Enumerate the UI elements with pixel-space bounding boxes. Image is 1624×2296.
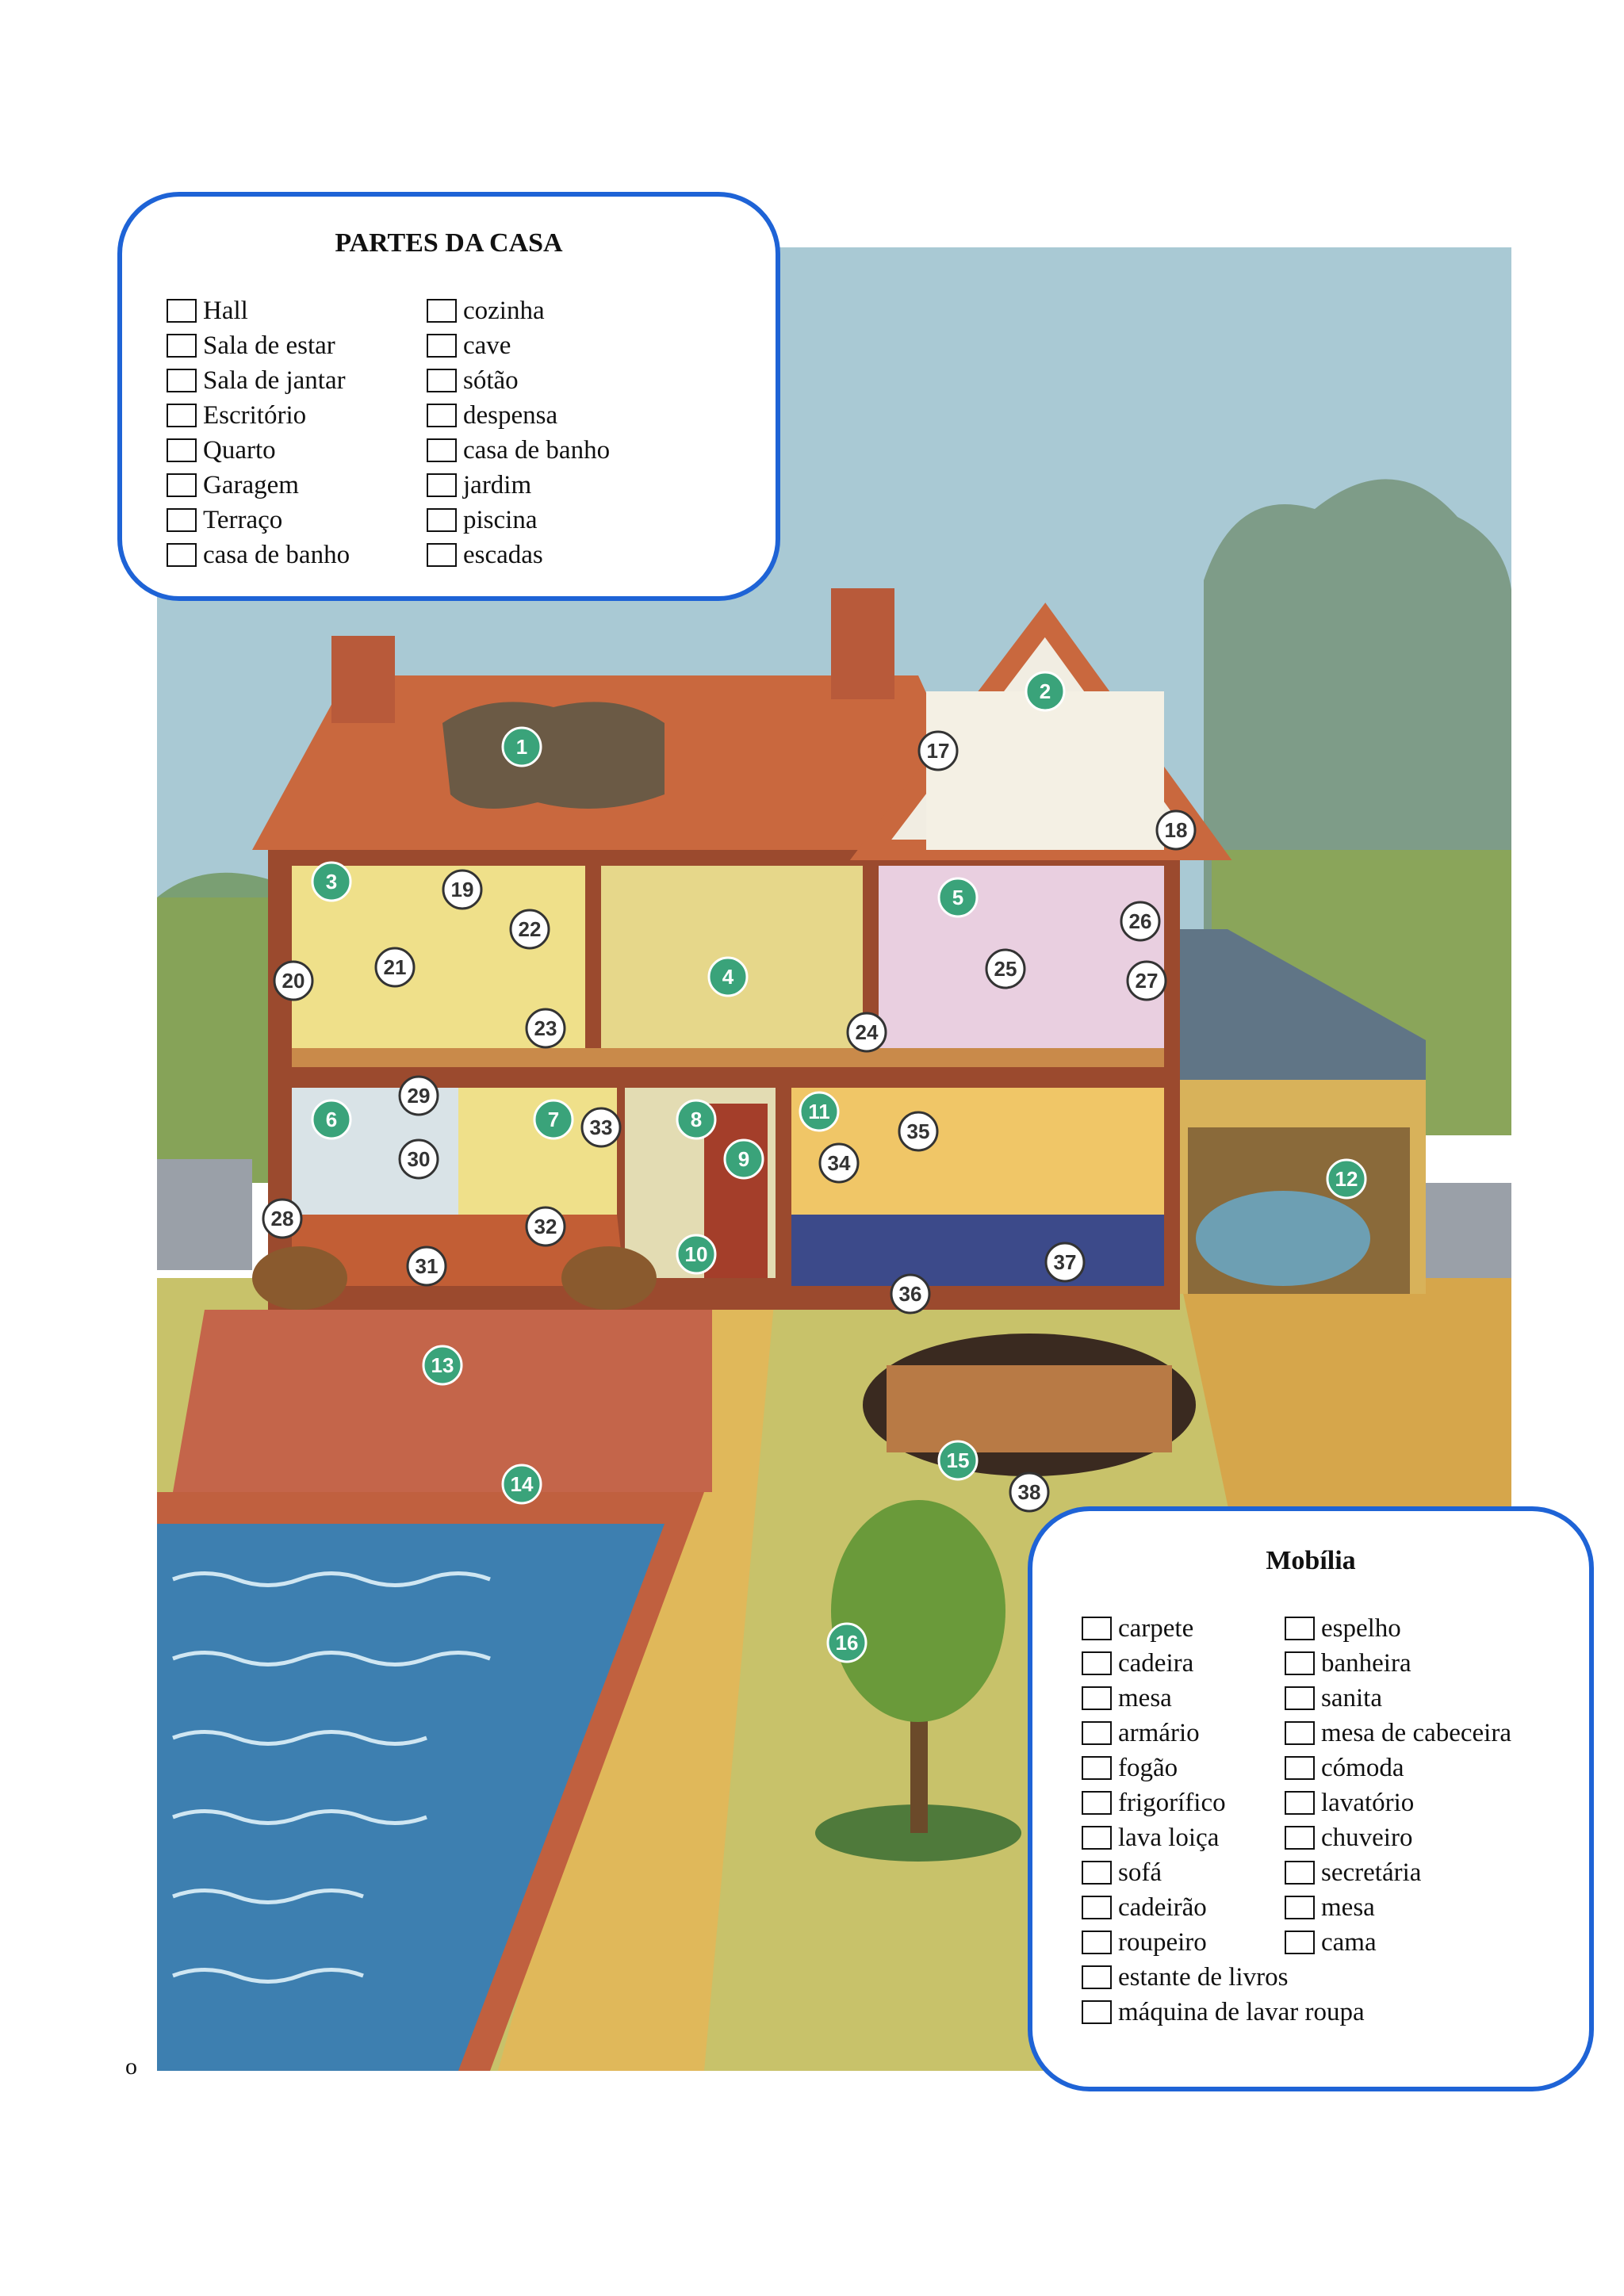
furniture-item xyxy=(1285,1716,1511,1751)
parts-label: casa de banho xyxy=(463,435,611,465)
furniture-item xyxy=(1285,1820,1511,1855)
terrace xyxy=(173,1310,712,1492)
svg-text:1: 1 xyxy=(515,735,528,759)
svg-text:22: 22 xyxy=(518,917,542,941)
svg-text:9: 9 xyxy=(737,1147,750,1171)
parts-item xyxy=(167,503,350,538)
green-label-3 xyxy=(312,863,350,901)
furniture-checkbox[interactable] xyxy=(1082,1686,1112,1710)
number-label-36 xyxy=(891,1275,929,1313)
svg-text:5: 5 xyxy=(952,886,964,909)
furniture-item xyxy=(1082,1995,1365,2030)
cellar-room xyxy=(887,1365,1172,1452)
furniture-label: mesa xyxy=(1118,1683,1172,1712)
furniture-label: lavatório xyxy=(1321,1788,1415,1817)
furniture-box xyxy=(1028,1506,1594,2091)
furniture-item xyxy=(1285,1855,1511,1890)
furniture-checkbox[interactable] xyxy=(1285,1791,1315,1815)
fence-left xyxy=(157,1159,252,1270)
green-label-8 xyxy=(677,1100,715,1138)
parts-checkbox[interactable] xyxy=(167,543,197,567)
parts-checkbox[interactable] xyxy=(427,404,457,427)
planter-right xyxy=(561,1246,657,1310)
parts-item xyxy=(427,538,610,572)
furniture-label: sanita xyxy=(1321,1683,1382,1712)
furniture-item xyxy=(1285,1890,1511,1925)
parts-of-house-box xyxy=(117,192,780,601)
number-label-18 xyxy=(1157,811,1195,849)
svg-text:29: 29 xyxy=(407,1084,431,1108)
parts-item xyxy=(427,398,610,433)
parts-label: Garagem xyxy=(203,470,299,499)
parts-item xyxy=(167,538,350,572)
furniture-checkbox[interactable] xyxy=(1082,2000,1112,2024)
svg-text:11: 11 xyxy=(808,1100,830,1123)
parts-label: Escritório xyxy=(203,400,307,430)
living-floor xyxy=(791,1215,1164,1286)
furniture-checkbox[interactable] xyxy=(1082,1931,1112,1954)
attic-room xyxy=(926,691,1164,850)
green-label-11 xyxy=(800,1093,838,1131)
parts-item xyxy=(167,363,350,398)
parts-label: Sala de estar xyxy=(203,331,335,360)
parts-checkbox[interactable] xyxy=(427,508,457,532)
number-label-23 xyxy=(527,1009,565,1047)
svg-text:8: 8 xyxy=(690,1108,703,1131)
number-label-24 xyxy=(848,1013,886,1051)
furniture-label: secretária xyxy=(1321,1858,1422,1887)
furniture-label: cama xyxy=(1321,1927,1377,1957)
parts-label: cozinha xyxy=(463,296,545,325)
svg-text:16: 16 xyxy=(835,1631,859,1655)
parts-label: cave xyxy=(463,331,511,360)
green-label-12 xyxy=(1327,1160,1365,1198)
furniture-checkbox[interactable] xyxy=(1285,1651,1315,1675)
svg-text:20: 20 xyxy=(282,969,305,993)
green-label-6 xyxy=(312,1100,350,1138)
svg-text:2: 2 xyxy=(1039,679,1051,703)
car xyxy=(1196,1191,1370,1286)
furniture-checkbox[interactable] xyxy=(1285,1861,1315,1885)
parts-item xyxy=(167,328,350,363)
furniture-checkbox[interactable] xyxy=(1285,1896,1315,1919)
green-label-9 xyxy=(725,1140,763,1178)
chimney-right xyxy=(831,588,894,699)
svg-text:35: 35 xyxy=(906,1119,930,1143)
parts-item xyxy=(427,293,610,328)
svg-text:32: 32 xyxy=(534,1215,557,1238)
parts-checkbox[interactable] xyxy=(427,334,457,358)
parts-checkbox[interactable] xyxy=(427,473,457,497)
parts-right-column xyxy=(427,293,610,572)
svg-text:13: 13 xyxy=(431,1353,454,1377)
svg-text:14: 14 xyxy=(510,1472,534,1496)
green-label-10 xyxy=(677,1235,715,1273)
parts-checkbox[interactable] xyxy=(167,438,197,462)
furniture-checkbox[interactable] xyxy=(1082,1826,1112,1850)
number-label-29 xyxy=(400,1077,438,1115)
roof-opening xyxy=(442,702,665,809)
green-label-4 xyxy=(709,958,747,996)
furniture-checkbox[interactable] xyxy=(1082,1896,1112,1919)
upper-floorboards xyxy=(292,1048,1164,1067)
furniture-label: estante de livros xyxy=(1118,1962,1289,1992)
number-label-17 xyxy=(919,732,957,770)
furniture-checkbox[interactable] xyxy=(1285,1756,1315,1780)
green-label-15 xyxy=(939,1441,977,1479)
parts-label: casa de banho xyxy=(203,540,350,569)
furniture-checkbox[interactable] xyxy=(1082,1965,1112,1989)
parts-checkbox[interactable] xyxy=(427,438,457,462)
furniture-item xyxy=(1082,1960,1365,1995)
svg-text:33: 33 xyxy=(589,1115,613,1139)
parts-left-column xyxy=(167,293,350,572)
number-label-19 xyxy=(443,871,481,909)
number-label-27 xyxy=(1128,962,1166,1000)
svg-text:31: 31 xyxy=(415,1254,439,1278)
parts-label: Terraço xyxy=(203,505,283,534)
parts-item xyxy=(427,503,610,538)
number-label-33 xyxy=(582,1108,620,1146)
furniture-checkbox[interactable] xyxy=(1082,1617,1112,1640)
svg-text:30: 30 xyxy=(407,1147,431,1171)
furniture-checkbox[interactable] xyxy=(1285,1931,1315,1954)
number-label-28 xyxy=(263,1200,301,1238)
parts-checkbox[interactable] xyxy=(167,508,197,532)
parts-checkbox[interactable] xyxy=(167,473,197,497)
svg-text:19: 19 xyxy=(450,878,474,901)
parts-box-title: PARTES DA CASA xyxy=(335,228,563,258)
number-label-25 xyxy=(986,950,1025,988)
svg-text:23: 23 xyxy=(534,1016,557,1040)
svg-text:34: 34 xyxy=(827,1151,851,1175)
furniture-box-title: Mobília xyxy=(1266,1546,1356,1575)
furniture-label: roupeiro xyxy=(1118,1927,1207,1957)
svg-text:38: 38 xyxy=(1017,1480,1041,1504)
furniture-item xyxy=(1285,1751,1511,1785)
number-label-20 xyxy=(274,962,312,1000)
green-label-2 xyxy=(1026,672,1064,710)
planter-left xyxy=(252,1246,347,1310)
furniture-label: fogão xyxy=(1118,1753,1178,1782)
number-label-30 xyxy=(400,1140,438,1178)
svg-text:21: 21 xyxy=(383,955,407,979)
furniture-checkbox[interactable] xyxy=(1082,1756,1112,1780)
furniture-label: sofá xyxy=(1118,1858,1162,1887)
furniture-item xyxy=(1285,1646,1511,1681)
svg-text:4: 4 xyxy=(722,965,734,989)
svg-text:36: 36 xyxy=(898,1282,922,1306)
parts-item xyxy=(167,398,350,433)
parts-item xyxy=(167,293,350,328)
parts-checkbox[interactable] xyxy=(427,369,457,392)
number-label-35 xyxy=(899,1112,937,1150)
parts-item xyxy=(427,363,610,398)
furniture-label: carpete xyxy=(1118,1613,1194,1643)
parts-item xyxy=(167,468,350,503)
parts-label: despensa xyxy=(463,400,558,430)
parts-checkbox[interactable] xyxy=(427,299,457,323)
furniture-checkbox[interactable] xyxy=(1082,1791,1112,1815)
svg-text:3: 3 xyxy=(325,870,338,894)
green-label-13 xyxy=(423,1346,462,1384)
parts-label: jardim xyxy=(463,470,532,499)
svg-text:15: 15 xyxy=(946,1448,970,1472)
parts-label: piscina xyxy=(463,505,538,534)
chimney-left xyxy=(331,636,395,723)
furniture-label: máquina de lavar roupa xyxy=(1118,1997,1365,2026)
parts-label: sótão xyxy=(463,365,519,395)
parts-label: Hall xyxy=(203,296,248,325)
furniture-item xyxy=(1285,1611,1511,1646)
parts-checkbox[interactable] xyxy=(167,404,197,427)
furniture-label: cadeira xyxy=(1118,1648,1194,1678)
green-label-1 xyxy=(503,728,541,766)
furniture-label: espelho xyxy=(1321,1613,1401,1643)
furniture-label: banheira xyxy=(1321,1648,1411,1678)
number-label-31 xyxy=(408,1247,446,1285)
furniture-label: cómoda xyxy=(1321,1753,1404,1782)
svg-text:27: 27 xyxy=(1135,969,1159,993)
svg-text:12: 12 xyxy=(1335,1167,1358,1191)
furniture-item xyxy=(1285,1925,1511,1960)
furniture-label: armário xyxy=(1118,1718,1200,1747)
svg-text:18: 18 xyxy=(1164,818,1188,842)
svg-text:7: 7 xyxy=(547,1108,560,1131)
parts-checkbox[interactable] xyxy=(167,369,197,392)
furniture-label: chuveiro xyxy=(1321,1823,1413,1852)
furniture-checkbox[interactable] xyxy=(1082,1651,1112,1675)
green-label-7 xyxy=(534,1100,573,1138)
number-label-22 xyxy=(511,910,549,948)
number-label-38 xyxy=(1010,1473,1048,1511)
number-label-21 xyxy=(376,948,414,986)
furniture-checkbox[interactable] xyxy=(1082,1861,1112,1885)
svg-text:26: 26 xyxy=(1128,909,1152,933)
furniture-checkbox[interactable] xyxy=(1082,1721,1112,1745)
parts-label: Quarto xyxy=(203,435,276,465)
svg-text:6: 6 xyxy=(325,1108,338,1131)
parts-checkbox[interactable] xyxy=(427,543,457,567)
parts-checkbox[interactable] xyxy=(167,334,197,358)
furniture-checkbox[interactable] xyxy=(1285,1826,1315,1850)
furniture-item xyxy=(1285,1681,1511,1716)
tree-crown xyxy=(831,1500,1005,1722)
furniture-label: mesa xyxy=(1321,1892,1375,1922)
parts-item xyxy=(427,433,610,468)
number-label-34 xyxy=(820,1144,858,1182)
svg-text:10: 10 xyxy=(684,1242,708,1266)
parts-label: Sala de jantar xyxy=(203,365,346,395)
svg-text:25: 25 xyxy=(994,957,1017,981)
green-label-16 xyxy=(828,1624,866,1662)
svg-text:37: 37 xyxy=(1053,1250,1077,1274)
svg-text:28: 28 xyxy=(270,1207,294,1230)
parts-item xyxy=(427,468,610,503)
parts-item xyxy=(167,433,350,468)
number-label-37 xyxy=(1046,1243,1084,1281)
number-label-32 xyxy=(527,1207,565,1246)
furniture-label: frigorífico xyxy=(1118,1788,1226,1817)
furniture-right-column xyxy=(1285,1611,1511,1960)
svg-text:24: 24 xyxy=(855,1020,879,1044)
furniture-checkbox[interactable] xyxy=(1285,1617,1315,1640)
furniture-item xyxy=(1285,1785,1511,1820)
svg-text:17: 17 xyxy=(926,739,950,763)
number-label-26 xyxy=(1121,902,1159,940)
furniture-label: mesa de cabeceira xyxy=(1321,1718,1511,1747)
furniture-checkbox[interactable] xyxy=(1285,1721,1315,1745)
furniture-label: cadeirão xyxy=(1118,1892,1207,1922)
parts-item xyxy=(427,328,610,363)
green-label-5 xyxy=(939,878,977,916)
parts-checkbox[interactable] xyxy=(167,299,197,323)
page-mark: o xyxy=(125,2053,137,2080)
parts-label: escadas xyxy=(463,540,543,569)
furniture-label: lava loiça xyxy=(1118,1823,1220,1852)
green-label-14 xyxy=(503,1465,541,1503)
furniture-checkbox[interactable] xyxy=(1285,1686,1315,1710)
